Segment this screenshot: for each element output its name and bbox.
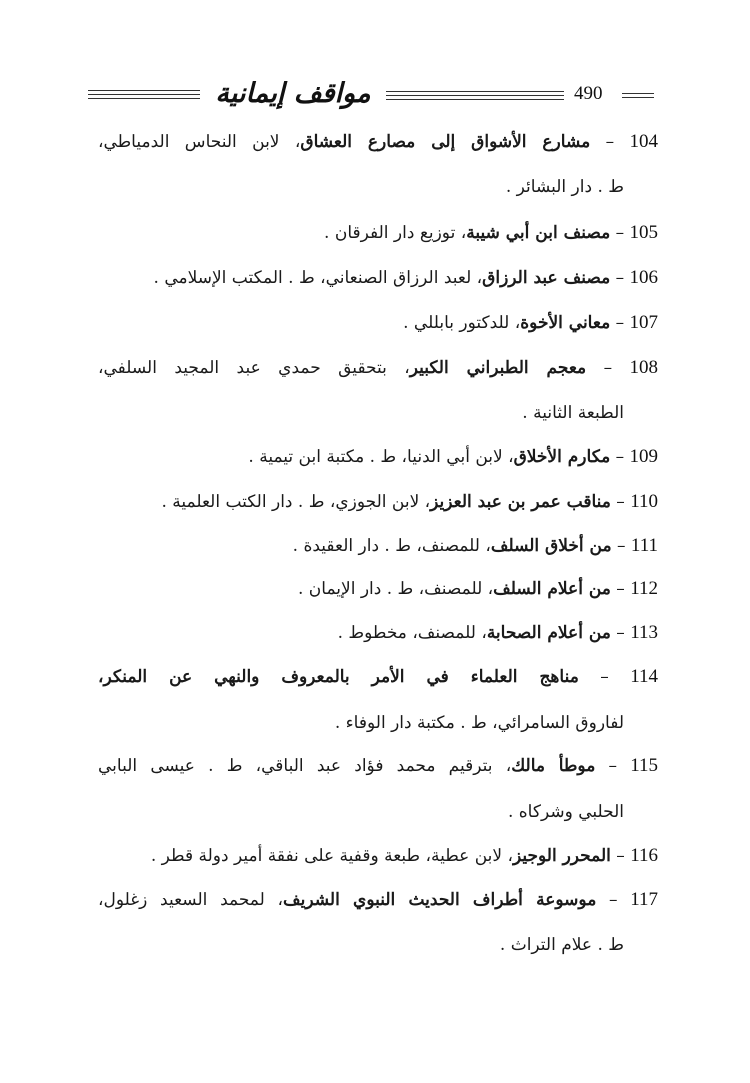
entry-details: ، للمصنف، ط . دار الإيمان . xyxy=(297,579,494,599)
entry-title: مناقب عمر بن عبد العزيز xyxy=(430,492,611,512)
entry-114: 114 – مناهج العلماء في الأمر بالمعروف والنهي عن المنكر، xyxy=(98,666,659,687)
entry-details: ، لابن عطية، طبعة وقفية على نفقة أمير دولة قطر . xyxy=(150,846,513,866)
entry-117-continuation: ط . علام التراث . xyxy=(499,935,624,955)
entry-104: 104 – مشارع الأشواق إلى مصارع العشاق، لابن النحاس الدمياطي، xyxy=(98,131,659,152)
entry-number: 112 xyxy=(630,578,658,599)
entry-title: من أعلام السلف xyxy=(493,579,611,599)
entry-number: 110 xyxy=(630,491,658,512)
entry-107: 107 – معاني الأخوة، للدكتور بابللي . xyxy=(403,312,658,333)
header-rule-middle-a xyxy=(386,91,564,92)
entry-title: من أعلام الصحابة xyxy=(486,623,611,643)
header-rule-right-a xyxy=(622,93,654,94)
entry-116: 116 – المحرر الوجيز، لابن عطية، طبعة وقفية على نفقة أمير دولة قطر . xyxy=(150,845,658,866)
entry-title: مصنف ابن أبي شيبة xyxy=(466,223,611,243)
entry-108: 108 – معجم الطبراني الكبير، بتحقيق حمدي عبد المجيد السلفي، xyxy=(98,357,658,378)
entry-title: من أخلاق السلف xyxy=(490,536,612,556)
entry-details: ، للدكتور بابللي . xyxy=(403,313,521,333)
entry-number: 116 xyxy=(630,845,658,866)
entry-number: 107 xyxy=(629,312,658,333)
entry-details: ، للمصنف، ط . دار العقيدة . xyxy=(292,536,491,556)
entry-title: مكارم الأخلاق xyxy=(513,447,611,467)
header-rule-middle-c xyxy=(386,99,564,100)
entry-number: 115 xyxy=(630,755,658,776)
entry-details: ، لمحمد السعيد زغلول، xyxy=(98,890,284,910)
entry-details: ، لابن أبي الدنيا، ط . مكتبة ابن تيمية . xyxy=(248,447,514,467)
entry-details: ، بتحقيق حمدي عبد المجيد السلفي، xyxy=(98,358,410,378)
entry-title: موسوعة أطراف الحديث النبوي الشريف xyxy=(283,890,597,910)
entry-106: 106 – مصنف عبد الرزاق، لعبد الرزاق الصنعاني، ط . المكتب الإسلامي . xyxy=(153,267,658,288)
entry-109: 109 – مكارم الأخلاق، لابن أبي الدنيا، ط . مكتبة ابن تيمية . xyxy=(248,446,658,467)
entry-title: مناهج العلماء في الأمر بالمعروف والنهي عن المنكر، xyxy=(98,667,579,687)
entry-105: 105 – مصنف ابن أبي شيبة، توزيع دار الفرقان . xyxy=(324,222,658,243)
header-rule-right-b xyxy=(622,97,654,98)
entry-number: 117 xyxy=(630,889,659,910)
header-rule-left-a xyxy=(88,90,200,91)
entry-number: 105 xyxy=(629,222,658,243)
entry-117: 117 – موسوعة أطراف الحديث النبوي الشريف، لمحمد السعيد زغلول، xyxy=(98,889,659,910)
page-header xyxy=(88,72,656,118)
header-rule-left-c xyxy=(88,98,200,99)
entry-number: 109 xyxy=(629,446,658,467)
entry-title: معجم الطبراني الكبير xyxy=(409,358,587,378)
entry-details: ، لابن الجوزي، ط . دار الكتب العلمية . xyxy=(161,492,431,512)
entry-details: ، للمصنف، مخطوط . xyxy=(337,623,487,643)
entry-115: 115 – موطأ مالك، بترقيم محمد فؤاد عبد الباقي، ط . عيسى البابي xyxy=(98,755,658,776)
entry-number: 113 xyxy=(630,622,658,643)
entry-111: 111 – من أخلاق السلف، للمصنف، ط . دار العقيدة . xyxy=(292,535,658,556)
entry-110: 110 – مناقب عمر بن عبد العزيز، لابن الجوزي، ط . دار الكتب العلمية . xyxy=(161,491,658,512)
entry-number: 104 xyxy=(629,131,659,152)
header-rule-left-b xyxy=(88,94,200,95)
entry-title: معاني الأخوة xyxy=(520,313,611,333)
entry-104-continuation: ط . دار البشائر . xyxy=(505,177,624,197)
entry-number: 108 xyxy=(629,357,658,378)
entry-details: ، توزيع دار الفرقان . xyxy=(324,223,467,243)
header-rule-middle-b xyxy=(386,95,564,96)
entry-113: 113 – من أعلام الصحابة، للمصنف، مخطوط . xyxy=(337,622,658,643)
entry-details: ، لابن النحاس الدمياطي، xyxy=(98,132,301,152)
entry-108-continuation: الطبعة الثانية . xyxy=(522,403,624,423)
header-title: مواقف إيمانية xyxy=(215,78,371,109)
entry-title: مصنف عبد الرزاق xyxy=(482,268,611,288)
entry-114-continuation: لفاروق السامرائي، ط . مكتبة دار الوفاء . xyxy=(334,713,624,733)
entry-title: موطأ مالك xyxy=(511,756,596,776)
entry-number: 114 xyxy=(630,666,659,687)
page-number: 490 xyxy=(574,83,603,104)
entry-number: 106 xyxy=(629,267,658,288)
entry-title: مشارع الأشواق إلى مصارع العشاق xyxy=(300,132,591,152)
entry-title: المحرر الوجيز xyxy=(512,846,611,866)
entry-details: ، بترقيم محمد فؤاد عبد الباقي، ط . عيسى البابي xyxy=(98,756,512,776)
entry-115-continuation: الحلبي وشركاه . xyxy=(507,802,624,822)
entry-112: 112 – من أعلام السلف، للمصنف، ط . دار الإيمان . xyxy=(297,578,658,599)
entry-number: 111 xyxy=(630,535,658,556)
entry-details: ، لعبد الرزاق الصنعاني، ط . المكتب الإسلامي . xyxy=(153,268,483,288)
